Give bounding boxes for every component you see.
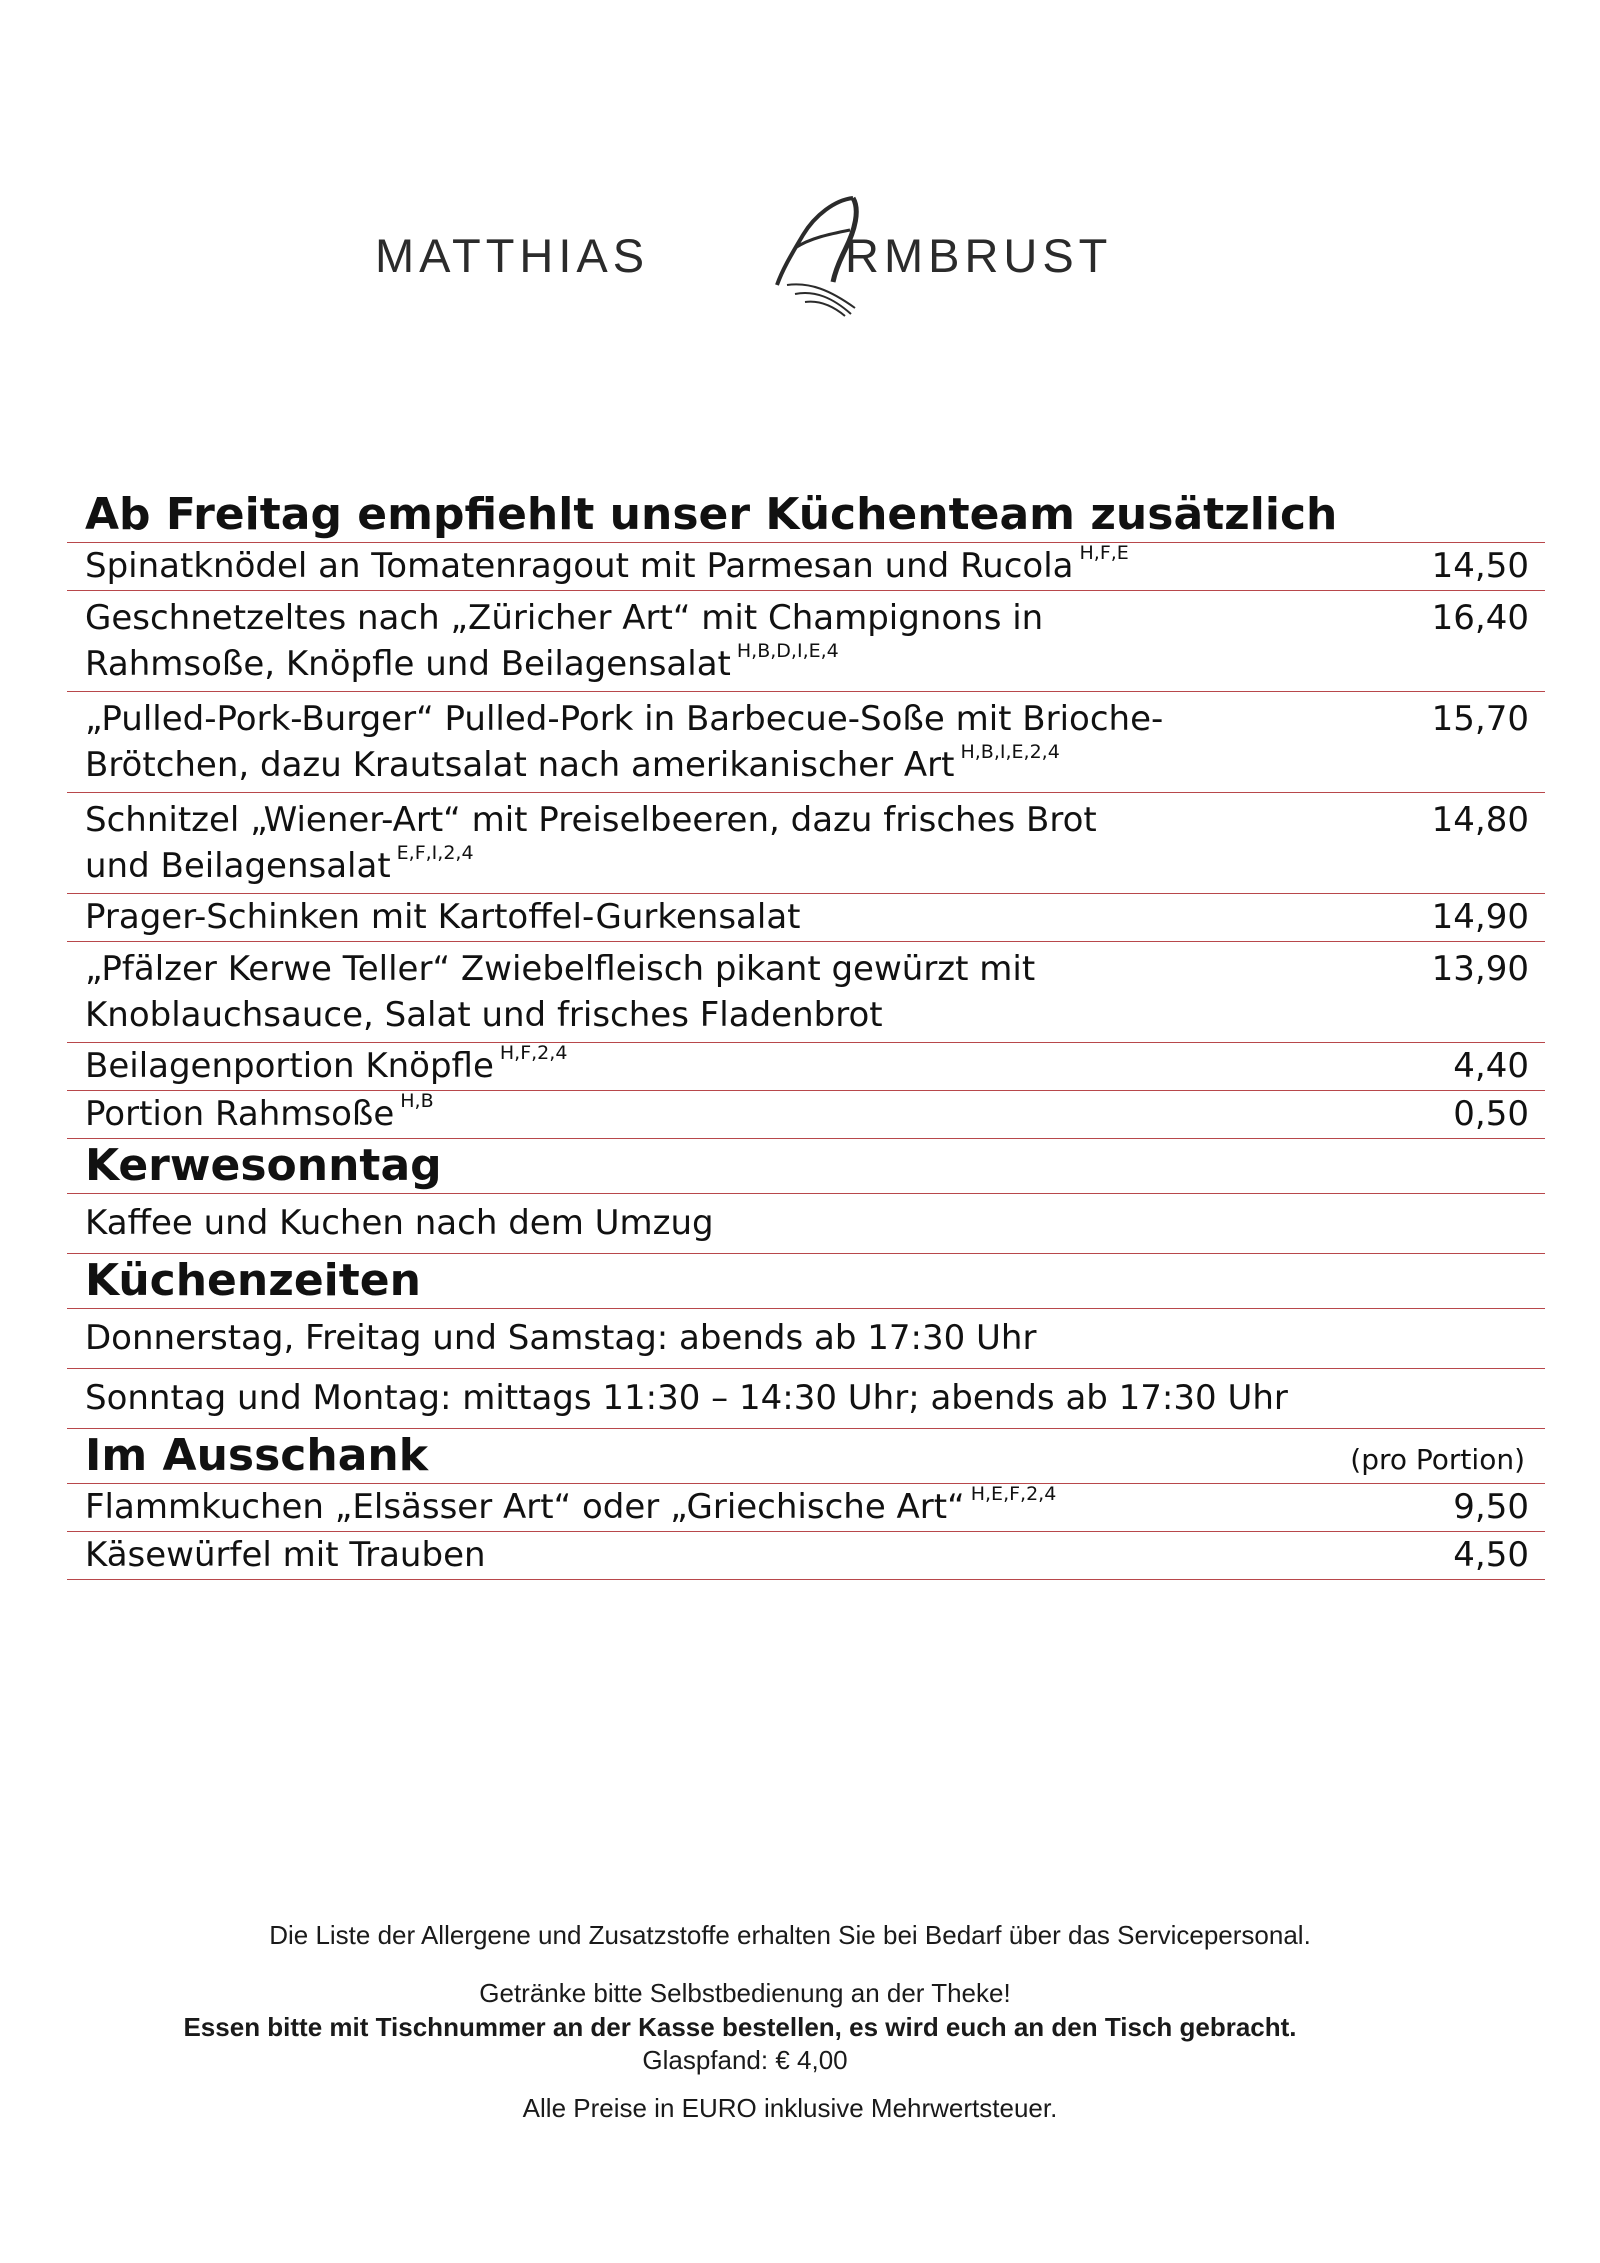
footer-prices-note: Alle Preise in EURO inklusive Mehrwertsteuer. bbox=[522, 2093, 1058, 2123]
allergen-codes: H,E,F,2,4 bbox=[970, 1483, 1057, 1505]
menu-item bbox=[67, 894, 1545, 942]
item-name: Käsewürfel mit Trauben bbox=[85, 1535, 486, 1575]
section-title-text: Kerwesonntag bbox=[85, 1140, 442, 1191]
item-name: Beilagenportion Knöpfle $^{H,F,2,4}$ bbox=[85, 1042, 568, 1086]
item-name: Portion Rahmsoße $^{H,B}$ bbox=[85, 1090, 434, 1134]
menu-item bbox=[67, 1484, 1545, 1532]
brand-first-name: MATTHIAS bbox=[375, 229, 650, 282]
section-title-text: Ab Freitag empfiehlt unser Küchenteam zusätzlich bbox=[85, 489, 1338, 540]
item-name: Spinatknödel an Tomatenragout mit Parmesan und Rucola $^{H,F,E}$ bbox=[85, 542, 1129, 586]
footer-order-note: Essen bitte mit Tischnummer an der Kasse bestellen, es wird euch an den Tisch gebracht. bbox=[183, 2012, 1297, 2042]
allergen-codes: H,B bbox=[400, 1090, 434, 1112]
menu-item bbox=[67, 793, 1545, 894]
item-price: 14,50 bbox=[1431, 546, 1529, 586]
item-price: 9,50 bbox=[1453, 1487, 1529, 1527]
menu-table bbox=[67, 488, 1545, 1580]
allergen-codes: H,B,I,E,2,4 bbox=[960, 741, 1060, 763]
menu-item bbox=[67, 692, 1545, 793]
item-name: „Pulled-Pork-Burger“ Pulled-Pork in Barbecue-Soße mit Brioche- Brötchen, dazu Krautsalat nach amerikanischer Art $^{H,B,I,E,2,4}$ bbox=[85, 699, 1164, 785]
brand-logo bbox=[375, 190, 1245, 330]
allergen-codes: H,F,2,4 bbox=[499, 1042, 568, 1064]
footer-deposit-note: Glaspfand: € 4,00 bbox=[642, 2045, 848, 2075]
info-text: Sonntag und Montag: mittags 11:30 – 14:30 Uhr; abends ab 17:30 Uhr bbox=[85, 1378, 1288, 1418]
info-line bbox=[67, 1194, 1545, 1254]
menu-item bbox=[67, 1091, 1545, 1139]
item-name: Schnitzel „Wiener-Art“ mit Preiselbeeren, dazu frisches Brot und Beilagensalat $^{E,F,I,2,4}$ bbox=[85, 800, 1097, 886]
footer-allergen-note: Die Liste der Allergene und Zusatzstoffe erhalten Sie bei Bedarf über das Servicepersonal. bbox=[269, 1920, 1311, 1950]
info-text: Kaffee und Kuchen nach dem Umzug bbox=[85, 1203, 714, 1243]
brand-last-name: RMBRUST bbox=[845, 229, 1113, 282]
allergen-codes: H,B,D,I,E,4 bbox=[736, 640, 839, 662]
section-title-text: Küchenzeiten bbox=[85, 1255, 421, 1306]
section-title-kerwesonntag bbox=[67, 1139, 1545, 1194]
info-line bbox=[67, 1369, 1545, 1429]
menu-item bbox=[67, 1043, 1545, 1091]
item-price: 14,90 bbox=[1431, 897, 1529, 937]
menu-item bbox=[67, 591, 1545, 692]
allergen-codes: H,F,E bbox=[1079, 542, 1129, 564]
item-name: Flammkuchen „Elsässer Art“ oder „Griechische Art“ $^{H,E,F,2,4}$ bbox=[85, 1483, 1057, 1527]
item-price: 13,90 bbox=[1431, 949, 1529, 989]
item-name: Geschnetzeltes nach „Züricher Art“ mit Champignons in Rahmsoße, Knöpfle und Beilagensalat $^{H,B,D,I,E,4}$ bbox=[85, 598, 1044, 684]
per-portion-note: (pro Portion) bbox=[1350, 1443, 1525, 1476]
section-title-kitchen-hours bbox=[67, 1254, 1545, 1309]
item-price: 14,80 bbox=[1431, 800, 1529, 840]
section-title-text: Im Ausschank bbox=[85, 1430, 428, 1481]
item-price: 0,50 bbox=[1453, 1094, 1529, 1134]
menu-item bbox=[67, 942, 1545, 1043]
item-name: Prager-Schinken mit Kartoffel-Gurkensalat bbox=[85, 897, 801, 937]
info-line bbox=[67, 1309, 1545, 1369]
section-title-friday bbox=[67, 488, 1545, 543]
allergen-codes: E,F,I,2,4 bbox=[396, 842, 474, 864]
menu-item bbox=[67, 1532, 1545, 1580]
item-name: „Pfälzer Kerwe Teller“ Zwiebelfleisch pikant gewürzt mit Knoblauchsauce, Salat und frisches Fladenbrot bbox=[85, 949, 1036, 1035]
info-text: Donnerstag, Freitag und Samstag: abends ab 17:30 Uhr bbox=[85, 1318, 1037, 1358]
section-title-bar bbox=[67, 1429, 1545, 1484]
item-price: 15,70 bbox=[1431, 699, 1529, 739]
menu-item bbox=[67, 543, 1545, 591]
item-price: 4,50 bbox=[1453, 1535, 1529, 1575]
footer-drinks-note: Getränke bitte Selbstbedienung an der Theke! bbox=[479, 1978, 1011, 2008]
item-price: 4,40 bbox=[1453, 1046, 1529, 1086]
item-price: 16,40 bbox=[1431, 598, 1529, 638]
